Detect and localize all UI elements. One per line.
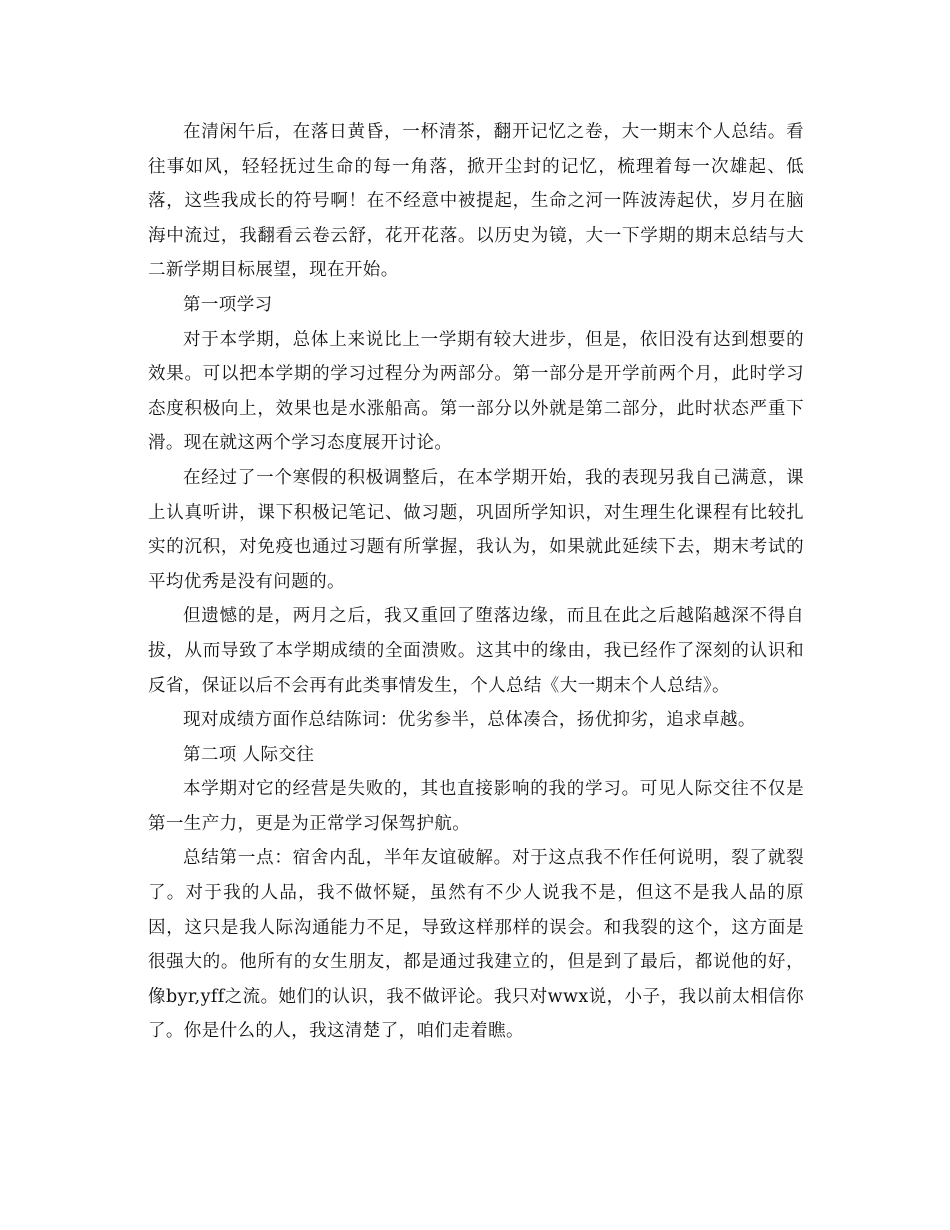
study-second-phase-paragraph: 但遗憾的是，两月之后，我又重回了堕落边缘，而且在此之后越陷越深不得自拔，从而导致了本学期成绩的全面溃败。这其中的缘由，我已经作了深刻的认识和反省，保证以后不会再有此类事情发生，个人总结《大一期末个人总结》。 — [148, 606, 804, 696]
study-summary-paragraph: 现对成绩方面作总结陈词：优劣参半，总体凑合，扬优抑劣，追求卓越。 — [183, 710, 756, 731]
study-overview-paragraph: 对于本学期，总体上来说比上一学期有较大进步，但是，依旧没有达到想要的效果。可以把本学期的学习过程分为两部分。第一部分是开学前两个月，此时学习态度积极向上，效果也是水涨船高。第一部分以外就是第二部分，此时状态严重下滑。现在就这两个学习态度展开讨论。 — [148, 329, 804, 454]
section-heading-relations: 第二项 人际交往 — [183, 744, 315, 765]
document-page — [148, 115, 804, 1049]
relations-point-one-paragraph: 总结第一点：宿舍内乱，半年友谊破解。对于这点我不作任何说明，裂了就裂了。对于我的人品，我不做怀疑，虽然有不少人说我不是，但这不是我人品的原因，这只是我人际沟通能力不足，导致这样那样的误会。和我裂的这个，这方面是很强大的。他所有的女生朋友，都是通过我建立的，但是到了最后，都说他的好，像byr,yff之流。她们的认识，我不做评论。我只对wwx说，小子，我以前太相信你了。你是什么的人，我这清楚了，咱们走着瞧。 — [148, 848, 804, 1042]
intro-paragraph: 在清闲午后，在落日黄昏，一杯清茶，翻开记忆之卷，大一期末个人总结。看往事如风，轻轻抚过生命的每一角落，掀开尘封的记忆，梳理着每一次雄起、低落，这些我成长的符号啊！在不经意中被提起，生命之河一阵波涛起伏，岁月在脑海中流过，我翻看云卷云舒，花开花落。以历史为镜，大一下学期的期末总结与大二新学期目标展望，现在开始。 — [148, 122, 804, 281]
study-first-phase-paragraph: 在经过了一个寒假的积极调整后，在本学期开始，我的表现另我自己满意，课上认真听讲，课下积极记笔记、做习题，巩固所学知识，对生理生化课程有比较扎实的沉积，对免疫也通过习题有所掌握，我认为，如果就此延续下去，期末考试的平均优秀是没有问题的。 — [148, 467, 804, 592]
section-heading-study: 第一项学习 — [183, 294, 273, 315]
relations-overview-paragraph: 本学期对它的经营是失败的，其也直接影响的我的学习。可见人际交往不仅是第一生产力，更是为正常学习保驾护航。 — [148, 779, 804, 834]
